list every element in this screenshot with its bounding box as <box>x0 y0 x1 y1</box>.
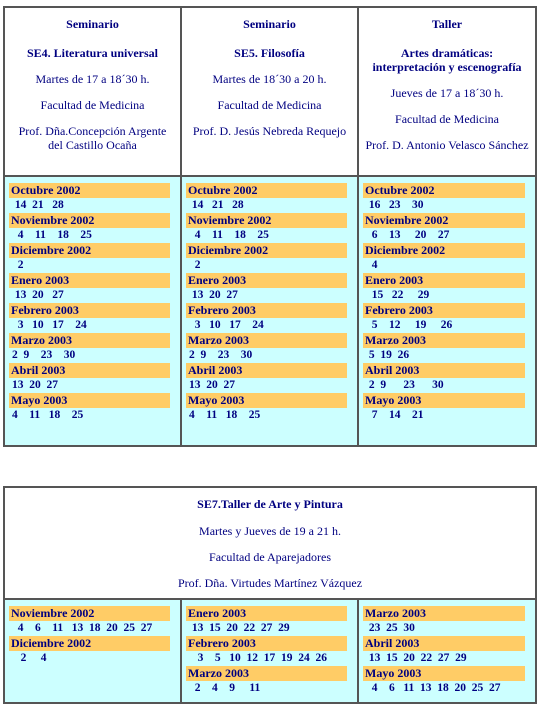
month-days: 2 9 23 30 <box>366 379 444 391</box>
month-days: 5 12 19 26 <box>366 319 453 331</box>
month-label: Febrero 2003 <box>186 636 347 651</box>
month-label: Octubre 2002 <box>186 183 347 198</box>
course-info-taller <box>358 7 536 176</box>
month-label: Marzo 2003 <box>363 606 525 621</box>
course-info-se5 <box>181 7 358 176</box>
month-label: Abril 2003 <box>363 363 525 378</box>
month-label: Diciembre 2002 <box>9 636 170 651</box>
month-days: 4 6 11 13 18 20 25 27 <box>12 622 153 634</box>
month-days: 14 21 28 <box>189 199 244 211</box>
month-days: 4 11 18 25 <box>189 229 269 241</box>
month-days: 4 11 18 25 <box>12 229 92 241</box>
month-label: Febrero 2003 <box>363 303 525 318</box>
month-label: Abril 2003 <box>9 363 170 378</box>
month-days: 2 9 23 30 <box>189 349 253 361</box>
bottom-course-table <box>3 486 537 704</box>
month-days: 3 10 17 24 <box>189 319 264 331</box>
course-teacher: Prof. Dña.Concepción Argente del Castillo Ocaña <box>18 124 167 152</box>
course-place: Facultad de Medicina <box>217 98 322 112</box>
month-days: 3 5 10 12 17 19 24 26 <box>189 652 327 664</box>
course-teacher: Prof. Dña. Virtudes Martínez Vázquez <box>177 576 363 590</box>
course-kind: Seminario <box>66 17 119 31</box>
month-days: 2 9 23 30 <box>12 349 76 361</box>
month-label: Diciembre 2002 <box>363 243 525 258</box>
course-schedule: Martes de 18´30 a 20 h. <box>212 72 327 86</box>
month-list <box>9 183 174 423</box>
month-days: 13 20 27 <box>189 379 235 391</box>
month-days: 2 <box>189 259 201 271</box>
course-place: Facultad de Aparejadores <box>209 550 331 564</box>
month-label: Octubre 2002 <box>363 183 525 198</box>
month-days: 2 4 9 11 <box>189 682 261 694</box>
month-label: Noviembre 2002 <box>9 213 170 228</box>
month-label: Marzo 2003 <box>9 333 170 348</box>
month-days: 14 21 28 <box>12 199 64 211</box>
month-label: Enero 2003 <box>186 273 347 288</box>
month-label: Mayo 2003 <box>363 666 525 681</box>
course-kind: Seminario <box>243 17 296 31</box>
top-course-table <box>3 6 537 447</box>
month-days: 15 22 29 <box>366 289 430 301</box>
month-days: 4 11 18 25 <box>189 409 261 421</box>
month-days: 2 4 <box>12 652 47 664</box>
course-schedule: Jueves de 17 a 18´30 h. <box>390 86 504 100</box>
month-days: 6 13 20 27 <box>366 229 450 241</box>
month-label: Noviembre 2002 <box>9 606 170 621</box>
month-label: Abril 2003 <box>363 636 525 651</box>
month-label: Febrero 2003 <box>9 303 170 318</box>
month-label: Noviembre 2002 <box>186 213 347 228</box>
month-days: 13 20 27 <box>12 289 64 301</box>
course-schedule: Martes y Jueves de 19 a 21 h. <box>199 524 341 538</box>
month-days: 2 <box>12 259 24 271</box>
course-title: SE4. Literatura universal <box>27 46 158 60</box>
month-days: 3 10 17 24 <box>12 319 87 331</box>
schedule-taller <box>358 176 536 446</box>
month-days: 7 14 21 <box>366 409 424 421</box>
month-label: Enero 2003 <box>9 273 170 288</box>
course-teacher: Prof. D. Antonio Velasco Sánchez <box>365 138 529 152</box>
month-days: 13 20 27 <box>12 379 58 391</box>
month-label: Mayo 2003 <box>363 393 525 408</box>
month-label: Marzo 2003 <box>186 333 347 348</box>
month-label: Diciembre 2002 <box>9 243 170 258</box>
month-label: Mayo 2003 <box>186 393 347 408</box>
month-list <box>186 183 351 423</box>
course-place: Facultad de Medicina <box>395 112 499 126</box>
month-label: Enero 2003 <box>186 606 347 621</box>
month-list <box>363 183 529 423</box>
schedule-se7-col2 <box>181 599 358 703</box>
month-label: Enero 2003 <box>363 273 525 288</box>
month-days: 5 19 26 <box>366 349 410 361</box>
month-days: 23 25 30 <box>366 622 415 634</box>
course-info-se4 <box>4 7 181 176</box>
course-kind: Taller <box>431 17 463 31</box>
course-title: SE5. Filosofía <box>234 46 305 60</box>
course-place: Facultad de Medicina <box>40 98 145 112</box>
course-title: Artes dramáticas: interpretación y escenografía <box>372 46 522 74</box>
course-info-se7 <box>4 487 536 599</box>
month-label: Marzo 2003 <box>363 333 525 348</box>
schedule-se7-col1 <box>4 599 181 703</box>
month-days: 16 23 30 <box>366 199 424 211</box>
month-label: Marzo 2003 <box>186 666 347 681</box>
course-title: SE7.Taller de Arte y Pintura <box>197 497 343 511</box>
schedule-se4 <box>4 176 181 446</box>
schedule-se5 <box>181 176 358 446</box>
month-label: Octubre 2002 <box>9 183 170 198</box>
schedule-se7-col3 <box>358 599 536 703</box>
month-days: 4 <box>366 259 378 271</box>
month-label: Diciembre 2002 <box>186 243 347 258</box>
month-label: Febrero 2003 <box>186 303 347 318</box>
course-schedule: Martes de 17 a 18´30 h. <box>35 72 150 86</box>
month-days: 13 15 20 22 27 29 <box>189 622 290 634</box>
month-days: 4 6 11 13 18 20 25 27 <box>366 682 501 694</box>
month-label: Noviembre 2002 <box>363 213 525 228</box>
month-days: 13 15 20 22 27 29 <box>366 652 467 664</box>
month-label: Mayo 2003 <box>9 393 170 408</box>
month-days: 4 11 18 25 <box>12 409 84 421</box>
month-days: 13 20 27 <box>189 289 238 301</box>
month-label: Abril 2003 <box>186 363 347 378</box>
course-teacher: Prof. D. Jesús Nebreda Requejo <box>192 124 347 138</box>
